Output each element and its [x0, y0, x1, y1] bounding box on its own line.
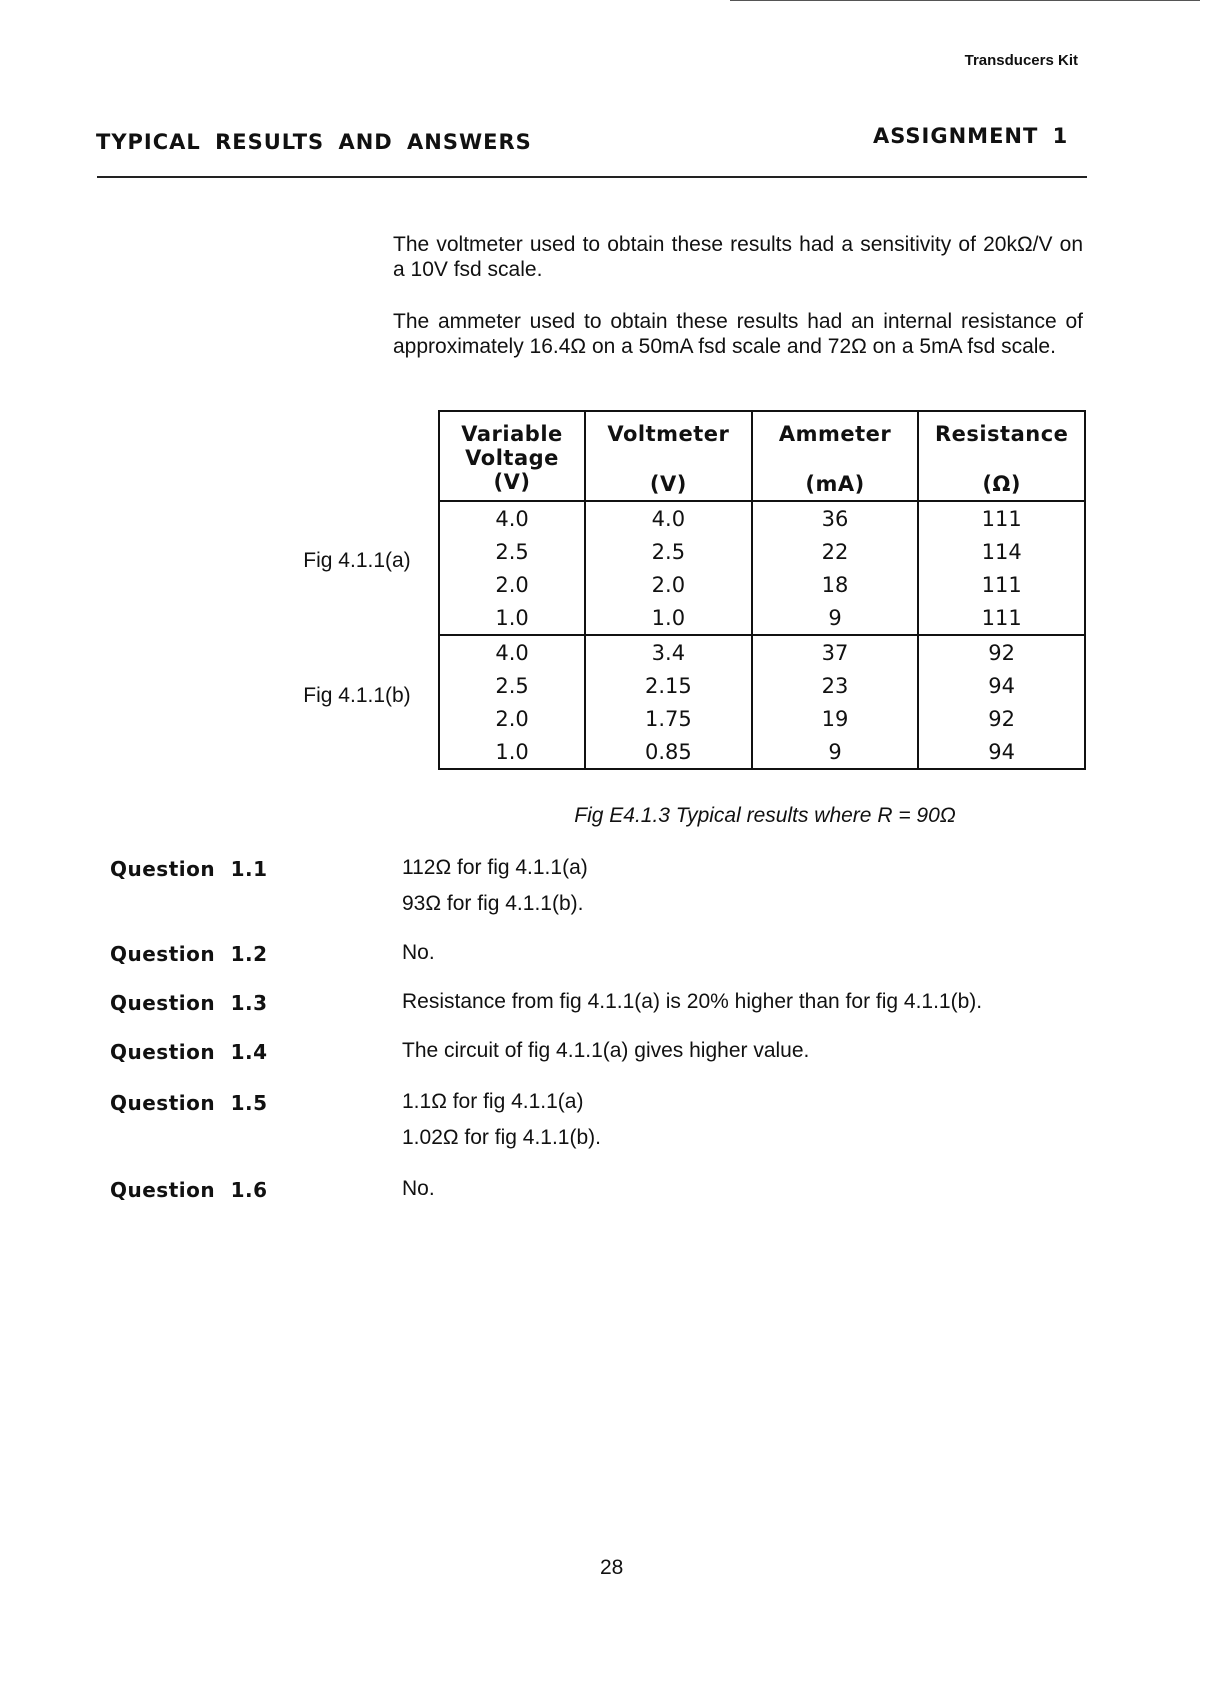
col-variable-voltage: [439, 411, 585, 501]
voltmeter-paragraph: The voltmeter used to obtain these results had a sensitivity of 20kΩ/V on a 10V fsd scale.: [393, 233, 1083, 281]
col-unit: (mA): [805, 472, 865, 496]
answer-line: The circuit of fig 4.1.1(a) gives higher value.: [402, 1039, 810, 1062]
answer-line: No.: [402, 1177, 435, 1200]
answer-line: 112Ω for fig 4.1.1(a): [402, 856, 588, 879]
page-title: TYPICAL RESULTS AND ANSWERS: [96, 130, 532, 154]
table-cell: 94: [918, 669, 1085, 702]
col-name: Ammeter: [778, 422, 892, 446]
table-cell: 2.5: [585, 535, 752, 568]
col-ammeter: [752, 411, 919, 501]
table-header-row: [439, 411, 1085, 501]
table-cell: 2.0: [439, 568, 585, 601]
col-name: Variable Voltage: [461, 422, 563, 470]
question-label: Question 1.1: [110, 857, 268, 881]
ammeter-paragraph: The ammeter used to obtain these results had an internal resistance of approximately 16.4Ω on a 50mA fsd scale and 72Ω on a 5mA fsd scale.: [393, 310, 1083, 358]
table-cell: 2.0: [585, 568, 752, 601]
table-cell: 4.0: [585, 501, 752, 535]
answer-line: 1.1Ω for fig 4.1.1(a): [402, 1090, 584, 1113]
col-unit: (V): [493, 470, 531, 494]
table-cell: 4.0: [439, 501, 585, 535]
table-cell: 2.15: [585, 669, 752, 702]
col-name: Voltmeter: [607, 422, 730, 446]
table-row: [439, 568, 1085, 601]
table-cell: 111: [918, 601, 1085, 635]
table-cell: 9: [752, 601, 919, 635]
table-cell: 2.5: [439, 535, 585, 568]
fig-label-b: Fig 4.1.1(b): [303, 684, 411, 707]
fig-label-a: Fig 4.1.1(a): [303, 549, 411, 572]
table-cell: 94: [918, 735, 1085, 769]
table-row: [439, 635, 1085, 669]
table-cell: 1.0: [585, 601, 752, 635]
table-cell: 3.4: [585, 635, 752, 669]
question-label: Question 1.5: [110, 1091, 268, 1115]
table-cell: 9: [752, 735, 919, 769]
table-cell: 1.0: [439, 735, 585, 769]
table-cell: 92: [918, 702, 1085, 735]
table-cell: 19: [752, 702, 919, 735]
question-label: Question 1.3: [110, 991, 268, 1015]
table-row: [439, 669, 1085, 702]
table-row: [439, 735, 1085, 769]
col-unit: (V): [649, 472, 687, 496]
question-label: Question 1.6: [110, 1178, 268, 1202]
table-cell: 36: [752, 501, 919, 535]
table-cell: 111: [918, 568, 1085, 601]
col-voltmeter: [585, 411, 752, 501]
answer-line: 1.02Ω for fig 4.1.1(b).: [402, 1126, 601, 1149]
table-cell: 2.5: [439, 669, 585, 702]
col-unit: (Ω): [982, 472, 1021, 496]
answer-line: 93Ω for fig 4.1.1(b).: [402, 892, 584, 915]
table-cell: 4.0: [439, 635, 585, 669]
table-cell: 2.0: [439, 702, 585, 735]
table-cell: 37: [752, 635, 919, 669]
table-cell: 23: [752, 669, 919, 702]
table-caption: Fig E4.1.3 Typical results where R = 90Ω: [574, 804, 956, 827]
table-cell: 114: [918, 535, 1085, 568]
col-name: Resistance: [934, 422, 1069, 446]
table-row: [439, 501, 1085, 535]
table-row: [439, 702, 1085, 735]
kit-name: Transducers Kit: [964, 52, 1078, 69]
answer-line: No.: [402, 941, 435, 964]
question-label: Question 1.2: [110, 942, 268, 966]
assignment-title: ASSIGNMENT 1: [873, 124, 1069, 148]
question-label: Question 1.4: [110, 1040, 268, 1064]
header-divider: [97, 176, 1087, 178]
table-cell: 1.0: [439, 601, 585, 635]
results-table: [438, 410, 1086, 770]
col-resistance: [918, 411, 1085, 501]
table-cell: 92: [918, 635, 1085, 669]
table-row: [439, 535, 1085, 568]
table-cell: 1.75: [585, 702, 752, 735]
table-cell: 22: [752, 535, 919, 568]
table-row: [439, 601, 1085, 635]
table-cell: 18: [752, 568, 919, 601]
top-rule: [730, 0, 1200, 1]
answer-line: Resistance from fig 4.1.1(a) is 20% higher than for fig 4.1.1(b).: [402, 990, 983, 1013]
page-number: 28: [600, 1556, 624, 1579]
table-cell: 111: [918, 501, 1085, 535]
table-cell: 0.85: [585, 735, 752, 769]
